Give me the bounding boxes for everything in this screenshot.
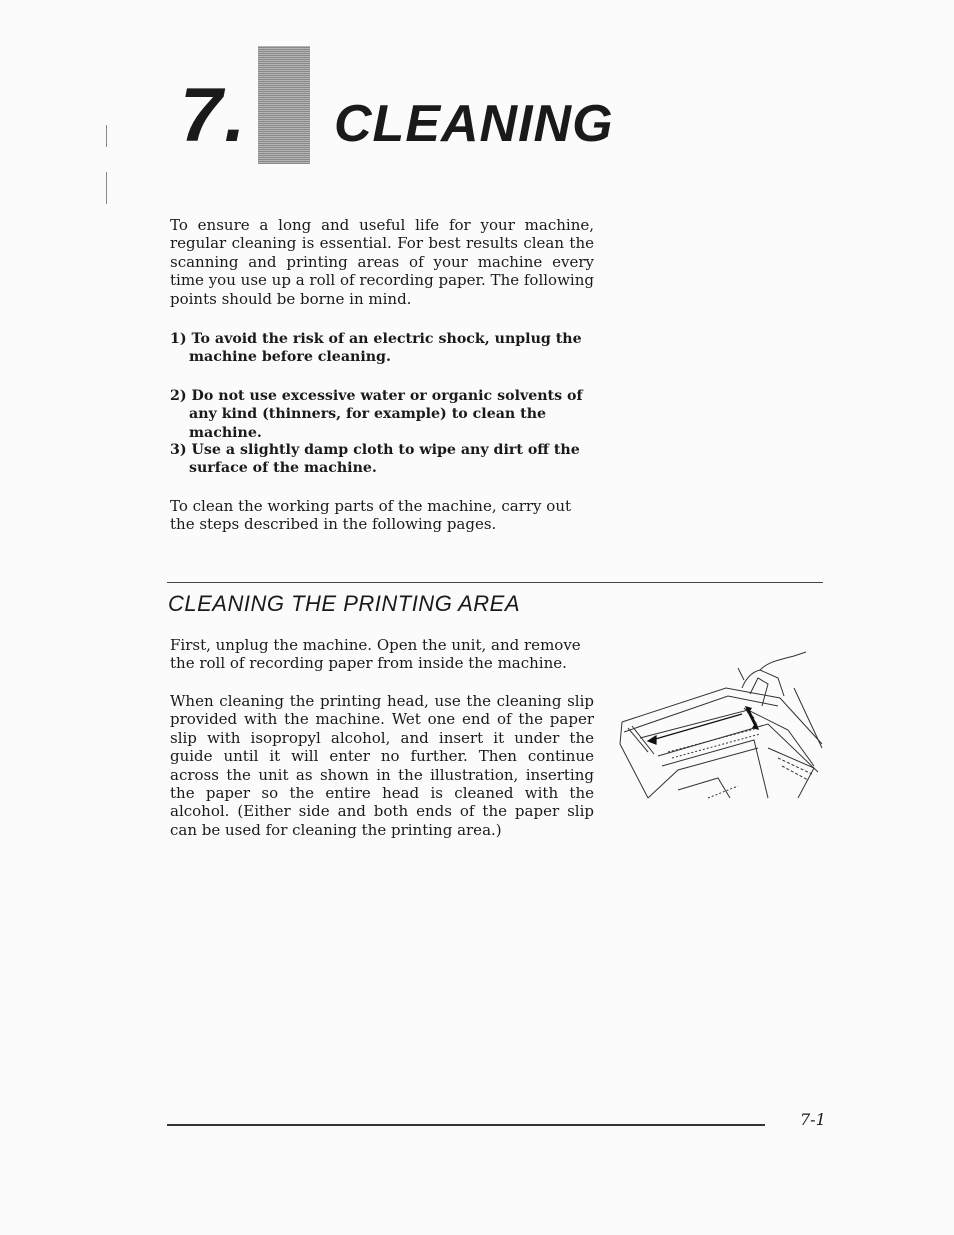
warning-text: Do not use excessive water or organic solvents of any kind (thinners, for example) to clean the machine. [189,388,583,441]
warning-item [170,330,613,367]
margin-mark [106,125,107,147]
section-divider [167,582,823,583]
intro-paragraph: To ensure a long and useful life for your machine, regular cleaning is essential. For best results clean the scanning and printing areas of your machine every time you use up a roll of recording paper. The following points should be borne in mind. [170,216,594,308]
warning-number: 2) [170,388,187,404]
chapter-number: 7. [180,73,248,158]
margin-mark [106,172,107,204]
section-title: CLEANING THE PRINTING AREA [168,591,521,616]
section-paragraph-1: First, unplug the machine. Open the unit, and remove the roll of recording paper from inside the machine. [170,636,581,673]
warning-item [170,387,613,442]
warning-text: To avoid the risk of an electric shock, unplug the machine before cleaning. [189,331,582,366]
chapter-title: CLEANING [334,95,614,153]
footer-rule [167,1124,765,1126]
page-number: 7-1 [800,1110,826,1129]
outro-paragraph: To clean the working parts of the machine, carry out the steps described in the following pages. [170,497,572,534]
warning-number: 1) [170,331,187,347]
warning-text: Use a slightly damp cloth to wipe any dirt off the surface of the machine. [189,442,580,477]
printer-cleaning-illustration [618,648,824,804]
chapter-tab-bar [258,46,310,164]
warning-number: 3) [170,442,187,458]
warning-item [170,441,613,478]
section-paragraph-2: When cleaning the printing head, use the cleaning slip provided with the machine. Wet one end of the paper slip with isopropyl alcohol, and insert it under the guide until it will enter no further. Then continue across the unit as shown in the illustration, inserting the paper so the entire head is cleaned with the alcohol. (Either side and both ends of the paper slip can be used for cleaning the printing area.) [170,692,594,839]
